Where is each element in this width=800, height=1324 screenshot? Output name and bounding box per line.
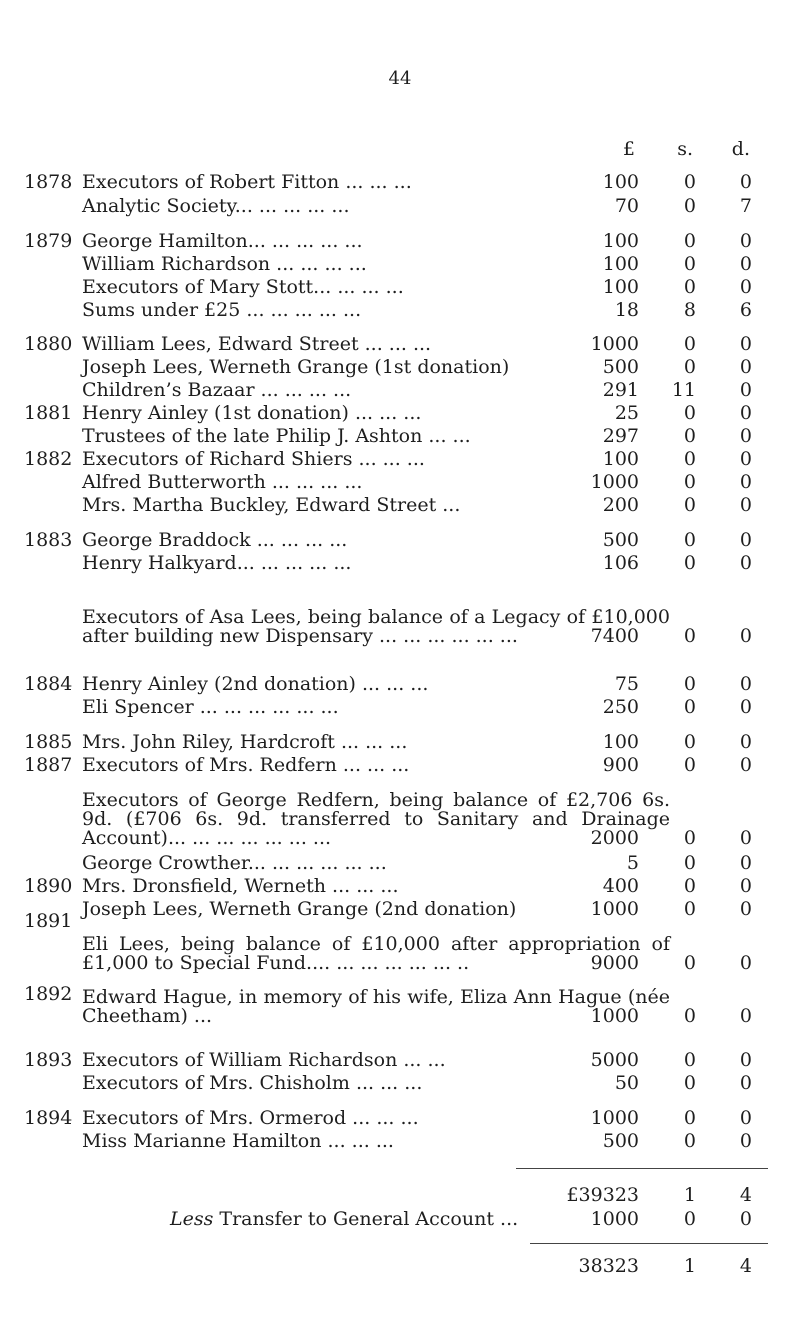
entry-shillings: 0 xyxy=(683,754,696,776)
entry-shillings: 0 xyxy=(683,471,696,493)
entry-pounds: 1000 xyxy=(590,471,639,493)
entry-pounds: 18 xyxy=(614,299,639,321)
entry-shillings: 0 xyxy=(683,673,696,695)
ledger-row xyxy=(0,768,800,854)
entry-description: Mrs. Martha Buckley, Edward Street ... xyxy=(82,494,461,516)
pence-header: d. xyxy=(731,138,750,160)
entry-pence: 0 xyxy=(739,875,752,897)
entry-description: Miss Marianne Hamilton ... ... ... xyxy=(82,1130,394,1152)
transfer-shillings: 0 xyxy=(683,1208,696,1230)
entry-pounds: 5000 xyxy=(590,1049,639,1071)
entry-pence: 0 xyxy=(739,552,752,574)
entry-shillings: 0 xyxy=(683,276,696,298)
entry-pounds: 9000 xyxy=(590,952,639,974)
entry-pounds: 500 xyxy=(602,1130,639,1152)
entry-pence: 0 xyxy=(739,898,752,920)
entry-year: 1891 xyxy=(24,910,73,932)
entry-description: Henry Halkyard... ... ... ... ... xyxy=(82,552,352,574)
entry-pence: 0 xyxy=(739,731,752,753)
entry-shillings: 0 xyxy=(683,171,696,193)
ledger-row xyxy=(0,912,800,979)
subtotal-shillings: 1 xyxy=(683,1184,696,1206)
transfer-pence: 0 xyxy=(739,1208,752,1230)
entry-pence: 0 xyxy=(739,852,752,874)
entry-year: 1879 xyxy=(24,230,73,252)
entry-shillings: 0 xyxy=(683,625,696,647)
entry-pounds: 1000 xyxy=(590,898,639,920)
ledger-row xyxy=(0,1063,800,1099)
entry-year: 1881 xyxy=(24,402,73,424)
ledger-row xyxy=(0,290,800,326)
entry-pounds: 291 xyxy=(602,379,639,401)
entry-description: Joseph Lees, Werneth Grange (2nd donation) xyxy=(82,898,517,920)
entry-pence: 0 xyxy=(739,1107,752,1129)
transfer-label-italic: Less xyxy=(170,1208,214,1230)
entry-pence: 0 xyxy=(739,494,752,516)
entry-description: Children’s Bazaar ... ... ... ... xyxy=(82,379,352,401)
total-shillings: 1 xyxy=(683,1255,696,1277)
entry-pounds: 200 xyxy=(602,494,639,516)
entry-year: 1882 xyxy=(24,448,73,470)
entry-pounds: 1000 xyxy=(590,333,639,355)
entry-year: 1878 xyxy=(24,171,73,193)
pounds-header: £ xyxy=(622,138,635,160)
ledger-row xyxy=(0,687,800,723)
entry-pounds: 1000 xyxy=(590,1107,639,1129)
entry-pence: 0 xyxy=(739,171,752,193)
entry-shillings: 0 xyxy=(683,1107,696,1129)
entry-pounds: 500 xyxy=(602,529,639,551)
entry-pounds: 100 xyxy=(602,171,639,193)
entry-pence: 0 xyxy=(739,827,752,849)
entry-pence: 0 xyxy=(739,1049,752,1071)
entry-pounds: 100 xyxy=(602,448,639,470)
entry-description: Henry Ainley (1st donation) ... ... ... xyxy=(82,402,422,424)
entry-pence: 0 xyxy=(739,356,752,378)
entry-pence: 0 xyxy=(739,448,752,470)
entry-shillings: 0 xyxy=(683,898,696,920)
entry-pence: 0 xyxy=(739,529,752,551)
entry-shillings: 0 xyxy=(683,952,696,974)
entry-shillings: 0 xyxy=(683,356,696,378)
entry-description: Trustees of the late Philip J. Ashton ... ... xyxy=(82,425,471,447)
entry-pounds: 25 xyxy=(614,402,639,424)
entry-pounds: 2000 xyxy=(590,827,639,849)
transfer-row xyxy=(0,1199,800,1235)
entry-description: Eli Spencer ... ... ... ... ... ... xyxy=(82,696,339,718)
entry-pence: 0 xyxy=(739,696,752,718)
page-number: 44 xyxy=(388,68,412,89)
entry-pounds: 106 xyxy=(602,552,639,574)
entry-description: Executors of Robert Fitton ... ... ... xyxy=(82,171,412,193)
entry-year: 1892 xyxy=(24,983,73,1005)
entry-pounds: 70 xyxy=(614,195,639,217)
entry-description: Executors of Mrs. Ormerod ... ... ... xyxy=(82,1107,419,1129)
transfer-label xyxy=(170,1210,518,1229)
entry-description: George Braddock ... ... ... ... xyxy=(82,529,348,551)
entry-description: Joseph Lees, Werneth Grange (1st donation) xyxy=(82,356,510,378)
total-rule xyxy=(530,1243,768,1244)
entry-pence: 0 xyxy=(739,402,752,424)
entry-pounds: 297 xyxy=(602,425,639,447)
entry-description: Mrs. John Riley, Hardcroft ... ... ... xyxy=(82,731,408,753)
shillings-header: s. xyxy=(677,138,693,160)
entry-pence: 0 xyxy=(739,333,752,355)
entry-shillings: 0 xyxy=(683,1005,696,1027)
entry-description: Edward Hague, in memory of his wife, Eliza Ann Hague (née Cheetham) ... xyxy=(82,986,670,1027)
entry-description: Executors of George Redfern, being balance of £2,706 6s. 9d. (£706 6s. 9d. transferred to Sanitary and Drainage Account)... ... ... ... ... ... ... xyxy=(82,789,670,849)
entry-description: William Lees, Edward Street ... ... ... xyxy=(82,333,432,355)
entry-description: Executors of William Richardson ... ... xyxy=(82,1049,446,1071)
subtotal-pounds: £39323 xyxy=(566,1184,639,1206)
entry-pounds: 100 xyxy=(602,230,639,252)
entry-pounds: 500 xyxy=(602,356,639,378)
entry-shillings: 0 xyxy=(683,230,696,252)
entry-pence: 0 xyxy=(739,379,752,401)
entry-pence: 0 xyxy=(739,1072,752,1094)
entry-shillings: 0 xyxy=(683,552,696,574)
entry-shillings: 0 xyxy=(683,402,696,424)
entry-shillings: 0 xyxy=(683,195,696,217)
entry-description: Alfred Butterworth ... ... ... ... xyxy=(82,471,363,493)
entry-pounds: 100 xyxy=(602,731,639,753)
entry-pounds: 900 xyxy=(602,754,639,776)
entry-shillings: 0 xyxy=(683,852,696,874)
entry-shillings: 11 xyxy=(671,379,696,401)
entry-pounds: 50 xyxy=(614,1072,639,1094)
entry-pounds: 250 xyxy=(602,696,639,718)
entry-shillings: 0 xyxy=(683,425,696,447)
entry-description: Executors of Asa Lees, being balance of a Legacy of £10,000 after building new Dispensary ... ... ... ... ... ... xyxy=(82,606,670,647)
entry-year: 1890 xyxy=(24,875,73,897)
entry-shillings: 0 xyxy=(683,731,696,753)
entry-shillings: 0 xyxy=(683,448,696,470)
entry-shillings: 8 xyxy=(683,299,696,321)
entry-shillings: 0 xyxy=(683,494,696,516)
entry-year: 1884 xyxy=(24,673,73,695)
entry-shillings: 0 xyxy=(683,1072,696,1094)
subtotal-pence: 4 xyxy=(739,1184,752,1206)
entry-pence: 0 xyxy=(739,1130,752,1152)
entry-year: 1883 xyxy=(24,529,73,551)
entry-pence: 0 xyxy=(739,425,752,447)
entry-pounds: 7400 xyxy=(590,625,639,647)
total-row xyxy=(0,1246,800,1282)
subtotal-rule xyxy=(516,1168,768,1169)
entry-shillings: 0 xyxy=(683,1130,696,1152)
entry-description: Mrs. Dronsfield, Werneth ... ... ... xyxy=(82,875,399,897)
entry-shillings: 0 xyxy=(683,827,696,849)
entry-shillings: 0 xyxy=(683,1049,696,1071)
entry-year: 1894 xyxy=(24,1107,73,1129)
entry-pence: 0 xyxy=(739,754,752,776)
entry-description: Henry Ainley (2nd donation) ... ... ... xyxy=(82,673,429,695)
ledger-row xyxy=(0,186,800,222)
entry-description: Analytic Society... ... ... ... ... xyxy=(82,195,350,217)
entry-description: George Crowther... ... ... ... ... ... xyxy=(82,852,387,874)
entry-pence: 0 xyxy=(739,625,752,647)
total-pounds: 38323 xyxy=(578,1255,639,1277)
entry-description: William Richardson ... ... ... ... xyxy=(82,253,367,275)
entry-shillings: 0 xyxy=(683,529,696,551)
entry-year: 1885 xyxy=(24,731,73,753)
ledger-row xyxy=(0,1121,800,1157)
entry-description: George Hamilton... ... ... ... ... xyxy=(82,230,363,252)
entry-pence: 0 xyxy=(739,230,752,252)
entry-pounds: 100 xyxy=(602,253,639,275)
entry-description: Executors of Mary Stott... ... ... ... xyxy=(82,276,404,298)
entry-year: 1893 xyxy=(24,1049,73,1071)
transfer-label-text: Transfer to General Account ... xyxy=(219,1208,519,1230)
entry-pounds: 400 xyxy=(602,875,639,897)
entry-shillings: 0 xyxy=(683,875,696,897)
ledger-row xyxy=(0,566,800,652)
entry-shillings: 0 xyxy=(683,696,696,718)
entry-description: Sums under £25 ... ... ... ... ... xyxy=(82,299,362,321)
entry-pence: 0 xyxy=(739,471,752,493)
entry-pounds: 1000 xyxy=(590,1005,639,1027)
entry-year: 1887 xyxy=(24,754,73,776)
entry-description: Executors of Mrs. Redfern ... ... ... xyxy=(82,754,410,776)
entry-pence: 6 xyxy=(739,299,752,321)
entry-pounds: 100 xyxy=(602,276,639,298)
transfer-pounds: 1000 xyxy=(590,1208,639,1230)
entry-pence: 0 xyxy=(739,253,752,275)
ledger-row xyxy=(0,485,800,521)
entry-pence: 0 xyxy=(739,276,752,298)
entry-shillings: 0 xyxy=(683,333,696,355)
entry-shillings: 0 xyxy=(683,253,696,275)
entry-pounds: 75 xyxy=(614,673,639,695)
entry-pence: 7 xyxy=(739,195,752,217)
entry-description: Executors of Richard Shiers ... ... ... xyxy=(82,448,425,470)
entry-pence: 0 xyxy=(739,952,752,974)
entry-description: Eli Lees, being balance of £10,000 after appropriation of £1,000 to Special Fund.... ... ... ... ... ... .. xyxy=(82,933,670,974)
total-pence: 4 xyxy=(739,1255,752,1277)
ledger-row xyxy=(0,982,800,1032)
entry-pence: 0 xyxy=(739,1005,752,1027)
entry-pence: 0 xyxy=(739,673,752,695)
entry-description: Executors of Mrs. Chisholm ... ... ... xyxy=(82,1072,423,1094)
entry-pounds: 5 xyxy=(626,852,639,874)
entry-year: 1880 xyxy=(24,333,73,355)
